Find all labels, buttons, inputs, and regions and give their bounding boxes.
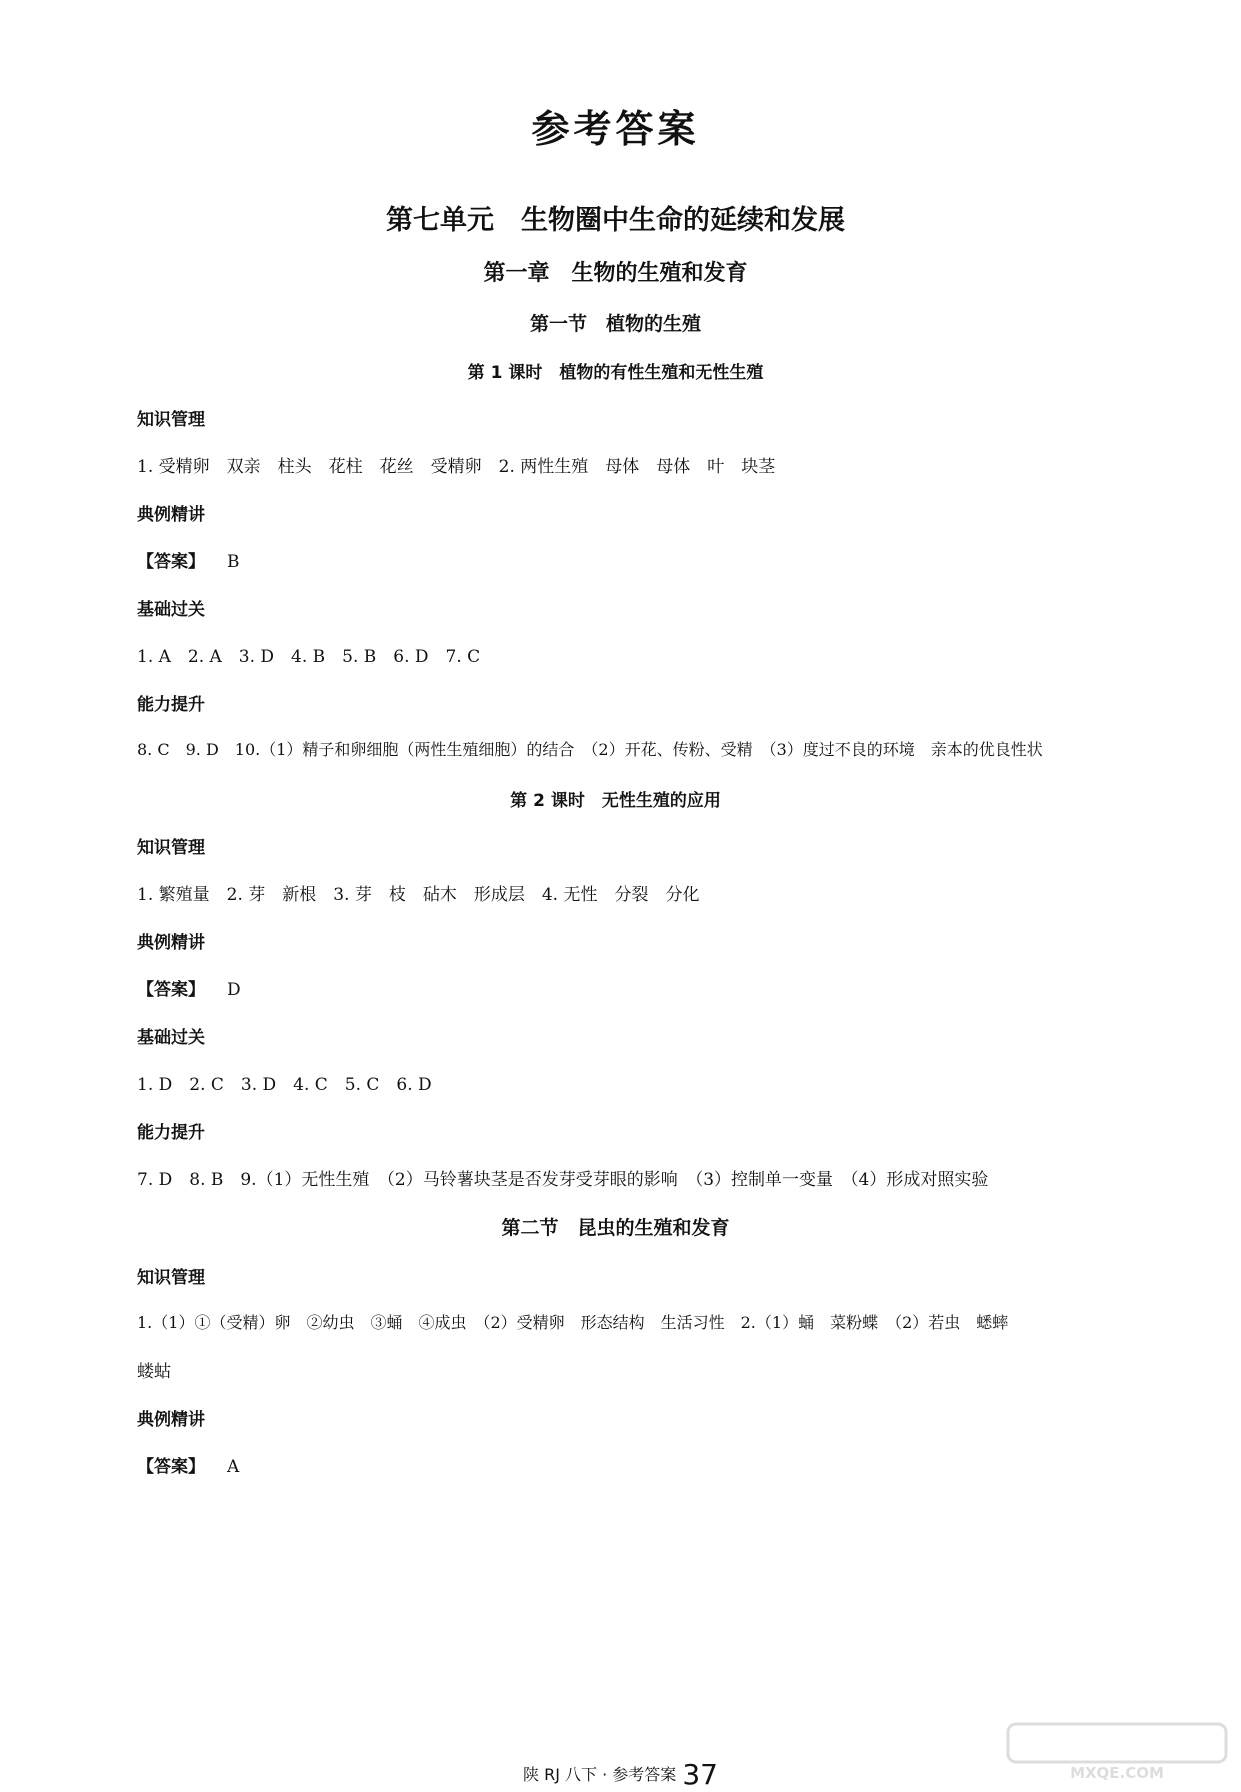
jichu-answers-2: 1. D 2. C 3. D 4. C 5. C 6. D	[137, 1075, 432, 1095]
lesson-heading-2: 第 2 课时 无性生殖的应用	[510, 791, 721, 811]
section-heading-2: 第二节 昆虫的生殖和发育	[501, 1217, 730, 1239]
watermark-text: MXQE.COM	[1070, 1764, 1164, 1782]
zhishi-heading-1: 知识管理	[137, 410, 205, 430]
zhishi-answers-1: 1. 受精卵 双亲 柱头 花柱 花丝 受精卵 2. 两性生殖 母体 母体 叶 块茎	[137, 457, 776, 477]
unit-heading: 第七单元 生物圈中生命的延续和发展	[386, 205, 845, 236]
chapter-heading: 第一章 生物的生殖和发育	[483, 261, 748, 286]
answer-tag: 【答案】	[137, 1457, 205, 1477]
dianli-answer-3	[137, 1452, 239, 1477]
zhishi-heading-3: 知识管理	[137, 1268, 205, 1288]
nengli-answers-2: 7. D 8. B 9.（1）无性生殖 （2）马铃薯块茎是否发芽受芽眼的影响 （3）控制单一变量 （4）形成对照实验	[137, 1170, 989, 1190]
lesson-heading-1: 第 1 课时 植物的有性生殖和无性生殖	[467, 363, 764, 383]
jichu-heading-1: 基础过关	[137, 600, 205, 620]
zhishi-answers-3a: 1.（1）①（受精）卵 ②幼虫 ③蛹 ④成虫 （2）受精卵 形态结构 生活习性 2.（1）蛹 菜粉蝶 （2）若虫 蟋蟀	[137, 1313, 1009, 1332]
dianli-answer-1	[137, 547, 240, 572]
footer-text: 陕 RJ 八下 · 参考答案	[523, 1765, 677, 1784]
dianli-answer-2	[137, 975, 241, 1000]
jichu-heading-2: 基础过关	[137, 1028, 205, 1048]
dianli-heading-1: 典例精讲	[137, 505, 205, 525]
watermark-logo	[1002, 1720, 1232, 1782]
answer-value: D	[227, 980, 241, 1000]
section-heading-1: 第一节 植物的生殖	[529, 313, 701, 335]
dianli-heading-3: 典例精讲	[137, 1410, 205, 1430]
answer-tag: 【答案】	[137, 552, 205, 572]
zhishi-answers-3b: 蝼蛄	[137, 1362, 171, 1382]
zhishi-answers-2: 1. 繁殖量 2. 芽 新根 3. 芽 枝 砧木 形成层 4. 无性 分裂 分化	[137, 885, 700, 905]
answer-tag: 【答案】	[137, 980, 205, 1000]
zhishi-heading-2: 知识管理	[137, 838, 205, 858]
nengli-heading-1: 能力提升	[137, 695, 205, 715]
nengli-answers-1: 8. C 9. D 10.（1）精子和卵细胞（两性生殖细胞）的结合 （2）开花、传粉、受精 （3）度过不良的环境 亲本的优良性状	[137, 740, 1043, 759]
jichu-answers-1: 1. A 2. A 3. D 4. B 5. B 6. D 7. C	[137, 647, 481, 667]
nengli-heading-2: 能力提升	[137, 1123, 205, 1143]
dianli-heading-2: 典例精讲	[137, 933, 205, 953]
page-title: 参考答案	[531, 107, 700, 151]
page-number: 37	[682, 1758, 718, 1791]
answer-value: B	[227, 552, 240, 572]
answer-value: A	[227, 1457, 240, 1477]
